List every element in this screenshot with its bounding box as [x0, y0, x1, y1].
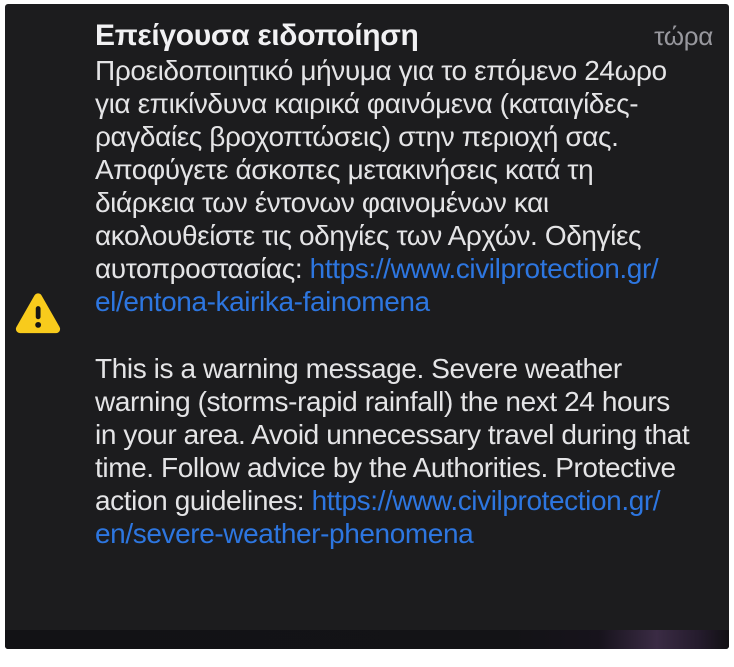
- text-line: [95, 186, 713, 219]
- text-line: [95, 153, 713, 186]
- notification-header: [95, 18, 713, 54]
- notification-content: [5, 4, 729, 550]
- text-line: [95, 252, 713, 285]
- link-url[interactable]: el/entona-kairika-fainomena: [95, 286, 430, 317]
- text-segment: ακολουθείστε τις οδηγίες των Αρχών. Οδηγίες: [95, 220, 642, 251]
- text-line: [95, 87, 713, 120]
- text-line: [95, 352, 713, 385]
- text-line: [95, 484, 713, 517]
- text-line: [95, 385, 713, 418]
- text-line: [95, 219, 713, 252]
- text-segment: ραγδαίες βροχοπτώσεις) στην περιοχή σας.: [95, 121, 619, 152]
- text-segment: διάρκεια των έντονων φαινομένων και: [95, 187, 549, 218]
- text-segment: για επικίνδυνα καιρικά φαινόμενα (καταιγίδες-: [95, 88, 639, 119]
- text-line: [95, 120, 713, 153]
- text-line: [95, 285, 713, 318]
- english-message-body: [95, 352, 713, 550]
- text-segment: Αποφύγετε άσκοπες μετακινήσεις κατά τη: [95, 154, 594, 185]
- notification-title: Επείγουσα ειδοποίηση: [95, 19, 419, 52]
- warning-triangle-icon: [14, 289, 62, 339]
- text-line: [95, 54, 713, 87]
- text-segment: This is a warning message. Severe weather: [95, 353, 622, 384]
- text-segment: αυτοπροστασίας:: [95, 253, 310, 284]
- greek-message-body: [95, 54, 713, 318]
- text-segment: warning (storms-rapid rainfall) the next 24 hours: [95, 386, 670, 417]
- link-url[interactable]: en/severe-weather-phenomena: [95, 518, 474, 549]
- notification-timestamp: τώρα: [654, 21, 713, 51]
- text-segment: in your area. Avoid unnecessary travel during that: [95, 419, 690, 450]
- text-line: [95, 517, 713, 550]
- bottom-wallpaper-band: [5, 630, 729, 649]
- text-segment: time. Follow advice by the Authorities. Protective: [95, 452, 676, 483]
- text-segment: Προειδοποιητικό μήνυμα για το επόμενο 24ωρο: [95, 55, 667, 86]
- link-url[interactable]: https://www.civilprotection.gr/: [311, 485, 661, 516]
- notification-panel[interactable]: [5, 4, 729, 649]
- text-line: [95, 451, 713, 484]
- text-line: [95, 418, 713, 451]
- link-url[interactable]: https://www.civilprotection.gr/: [309, 253, 659, 284]
- text-segment: action guidelines:: [95, 485, 312, 516]
